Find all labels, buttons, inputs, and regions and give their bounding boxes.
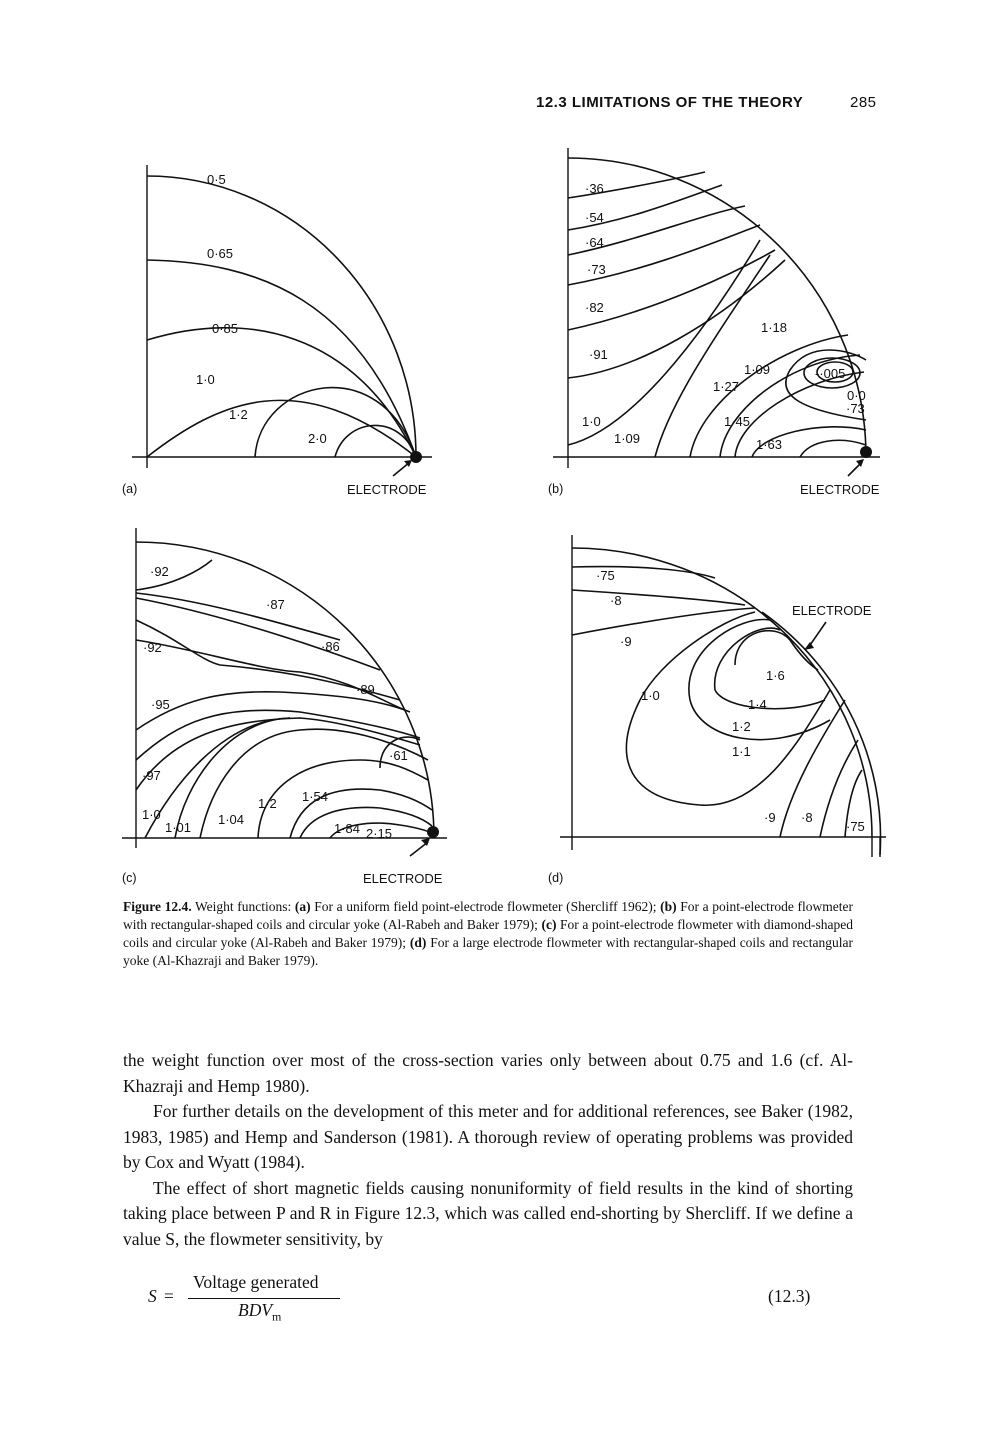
contour-label: 1·0: [142, 807, 161, 822]
contour-label: 0·5: [207, 172, 226, 187]
contour-label: ·95: [151, 697, 170, 712]
contour-label: 1·54: [302, 789, 329, 804]
contour-label: ·9: [764, 810, 776, 825]
panel-tag: (a): [122, 482, 138, 496]
contour-label: ·73: [587, 262, 606, 277]
body-text: [123, 1048, 853, 1252]
contour-label: ·36: [585, 181, 604, 196]
caption-text-d: For a large electrode flowmeter with rectangular-shaped coils and rectangular yoke (Al-Khazraji and Baker 1979).: [123, 935, 854, 968]
contour-label: 0·0: [847, 388, 866, 403]
paragraph: The effect of short magnetic fields causing nonuniformity of field results in the kind of shorting taking place between P and R in Figure 12.3, which was called end-shorting by Shercliff. If we define a value S, the flowmeter sensitivity, by: [123, 1177, 853, 1249]
panel-d: [548, 535, 886, 885]
caption-text-c: For a point-electrode flowmeter with diamond-shaped coils and circular yoke (Al-Rabeh and Baker 1979);: [123, 917, 854, 950]
contour-label: ·82: [585, 300, 604, 315]
contour-label: 2·0: [308, 431, 327, 446]
contour-label: ·9: [620, 634, 632, 649]
contour-label: ·61: [389, 748, 408, 763]
contour-label: ·8: [610, 593, 622, 608]
contour-label: 0·65: [207, 246, 234, 261]
contour-label: 1·2: [258, 796, 277, 811]
caption-intro: Weight functions:: [195, 899, 292, 914]
caption-tag-a: (a): [294, 899, 311, 914]
contour-label: ·86: [321, 639, 340, 654]
contour-label: ·54: [585, 210, 604, 225]
contour-label: 1·27: [713, 379, 740, 394]
contour-label: ·64: [585, 235, 604, 250]
contour-label: 1·6: [766, 668, 785, 683]
denominator-main: BDV: [238, 1300, 273, 1320]
contour-label: 1·45: [724, 414, 751, 429]
contour-label: 1·01: [165, 820, 192, 835]
panel-tag: (c): [122, 871, 137, 885]
equation-equals: =: [164, 1286, 174, 1306]
contour-label: 0·85: [212, 321, 239, 336]
contour-label: -·005: [815, 366, 846, 381]
contour-label: 1·04: [218, 812, 245, 827]
caption-tag-d: (d): [409, 935, 427, 950]
contour-label: 1·0: [196, 372, 215, 387]
caption-text-b: For a point-electrode flowmeter with rectangular-shaped coils and circular yoke (Al-Rabeh and Baker 1979);: [123, 899, 854, 932]
panel-c: [122, 528, 447, 886]
contour-label: 1·2: [229, 407, 248, 422]
equation-lhs: S: [148, 1286, 157, 1306]
electrode-label: ELECTRODE: [363, 871, 443, 886]
caption-tag-b: (b): [660, 899, 677, 914]
contour-label: 1·1: [732, 744, 751, 759]
contour-label: 1·09: [744, 362, 771, 377]
contour-label: ·75: [846, 819, 865, 834]
electrode-label: ELECTRODE: [792, 603, 872, 618]
contour-label: 1·09: [614, 431, 641, 446]
equation-numerator: Voltage generated: [193, 1272, 319, 1292]
contour-label: ·87: [266, 597, 285, 612]
contour-label: 1·18: [761, 320, 788, 335]
contour-label: 1·84: [334, 821, 361, 836]
contour-label: ·92: [143, 640, 162, 655]
contour-label: 1·63: [756, 437, 783, 452]
contour-label: ·8: [801, 810, 813, 825]
contour-label: 1·0: [641, 688, 660, 703]
contour-label: 2·15: [366, 826, 393, 841]
contour-label: ·89: [356, 682, 375, 697]
contour-label: ·92: [150, 564, 169, 579]
equation-number: (12.3): [768, 1286, 811, 1306]
contour-label: 1·2: [732, 719, 751, 734]
contour-label: ·91: [589, 347, 608, 362]
contour-label: 1·0: [582, 414, 601, 429]
figure-caption: [123, 898, 853, 970]
page-number: 285: [850, 94, 877, 111]
paragraph: For further details on the development of this meter and for additional references, see Baker (1982, 1983, 1985) and Hemp and Sanderson (1981). A thorough review of operating problems was provided by Cox and Wyatt (1984).: [123, 1101, 853, 1172]
paragraph: the weight function over most of the cross-section varies only between about 0.75 and 1.6 (cf. Al-Khazraji and Hemp 1980).: [123, 1050, 853, 1096]
panel-a: [122, 165, 432, 497]
caption-text-a: For a uniform field point-electrode flowmeter (Shercliff 1962);: [314, 899, 657, 914]
panel-b: [548, 148, 880, 497]
equation-denominator: [238, 1300, 281, 1325]
caption-tag-c: (c): [541, 917, 557, 932]
contour-label: 1·4: [748, 697, 767, 712]
figure-number: Figure 12.4.: [123, 899, 192, 914]
section-title: 12.3 LIMITATIONS OF THE THEORY: [536, 94, 804, 111]
electrode-label: ELECTRODE: [347, 482, 427, 497]
contour-label: ·97: [142, 768, 161, 783]
fraction-bar: [188, 1298, 340, 1299]
denominator-subscript: m: [272, 1309, 282, 1324]
contour-label: ·73: [846, 401, 865, 416]
panel-tag: (d): [548, 871, 564, 885]
equation-12-3: [0, 1268, 1008, 1328]
contour-label: ·75: [596, 568, 615, 583]
electrode-label: ELECTRODE: [800, 482, 880, 497]
panel-tag: (b): [548, 482, 564, 496]
